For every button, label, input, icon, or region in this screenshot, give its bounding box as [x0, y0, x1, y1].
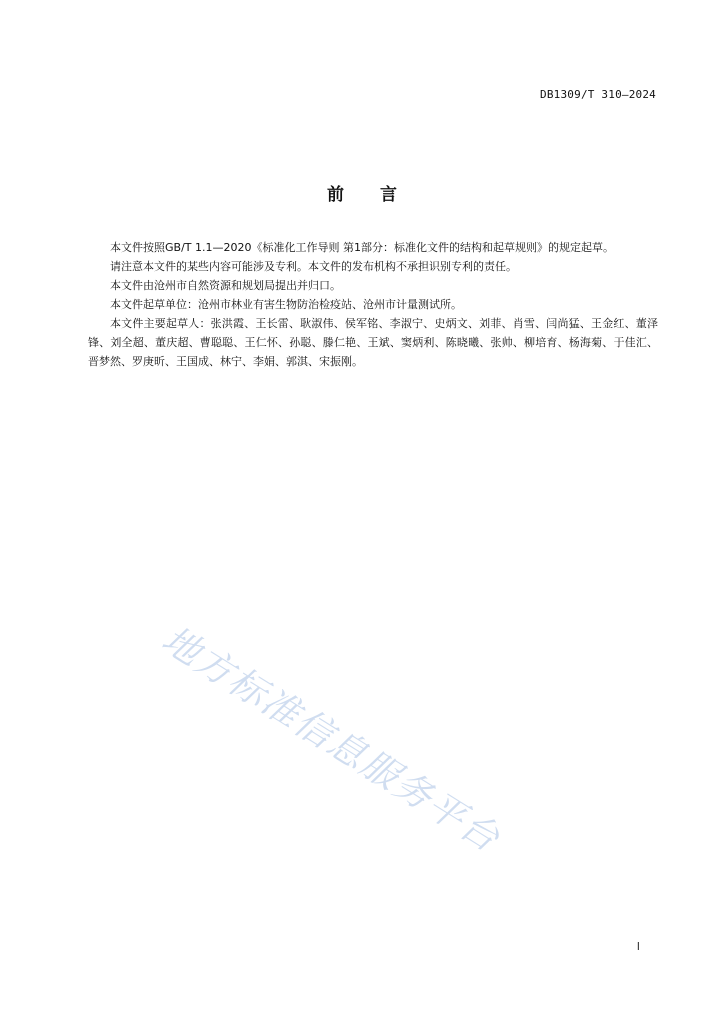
paragraph-patent-notice: 请注意本文件的某些内容可能涉及专利。本文件的发布机构不承担识别专利的责任。	[110, 260, 517, 273]
document-code: DB1309/T 310—2024	[540, 88, 656, 101]
page-number: I	[636, 940, 640, 953]
paragraph-drafting-units: 本文件起草单位：沧州市林业有害生物防治检疫站、沧州市计量测试所。	[110, 298, 462, 311]
watermark: 地方标准信息服务平台	[154, 617, 508, 861]
preface-content	[88, 238, 658, 371]
paragraph-drafting-rules: 本文件按照GB/T 1.1—2020《标准化工作导则 第1部分：标准化文件的结构和起草规则》的规定起草。	[110, 241, 614, 254]
paragraph-proposer: 本文件由沧州市自然资源和规划局提出并归口。	[110, 279, 341, 292]
page-title: 前言	[327, 185, 433, 205]
paragraph-drafters: 本文件主要起草人：张洪霞、王长雷、耿淑伟、侯军铭、李淑宁、史炳文、刘菲、肖雪、闫尚猛、王金红、董泽锋、刘全超、董庆超、曹聪聪、王仁怀、孙聪、滕仁艳、王斌、窦炳利、陈晓曦、张帅、柳培育、杨海菊、于佳汇、晋梦然、罗庚昕、王国成、林宁、李娟、郭淇、宋振刚。	[88, 317, 658, 368]
